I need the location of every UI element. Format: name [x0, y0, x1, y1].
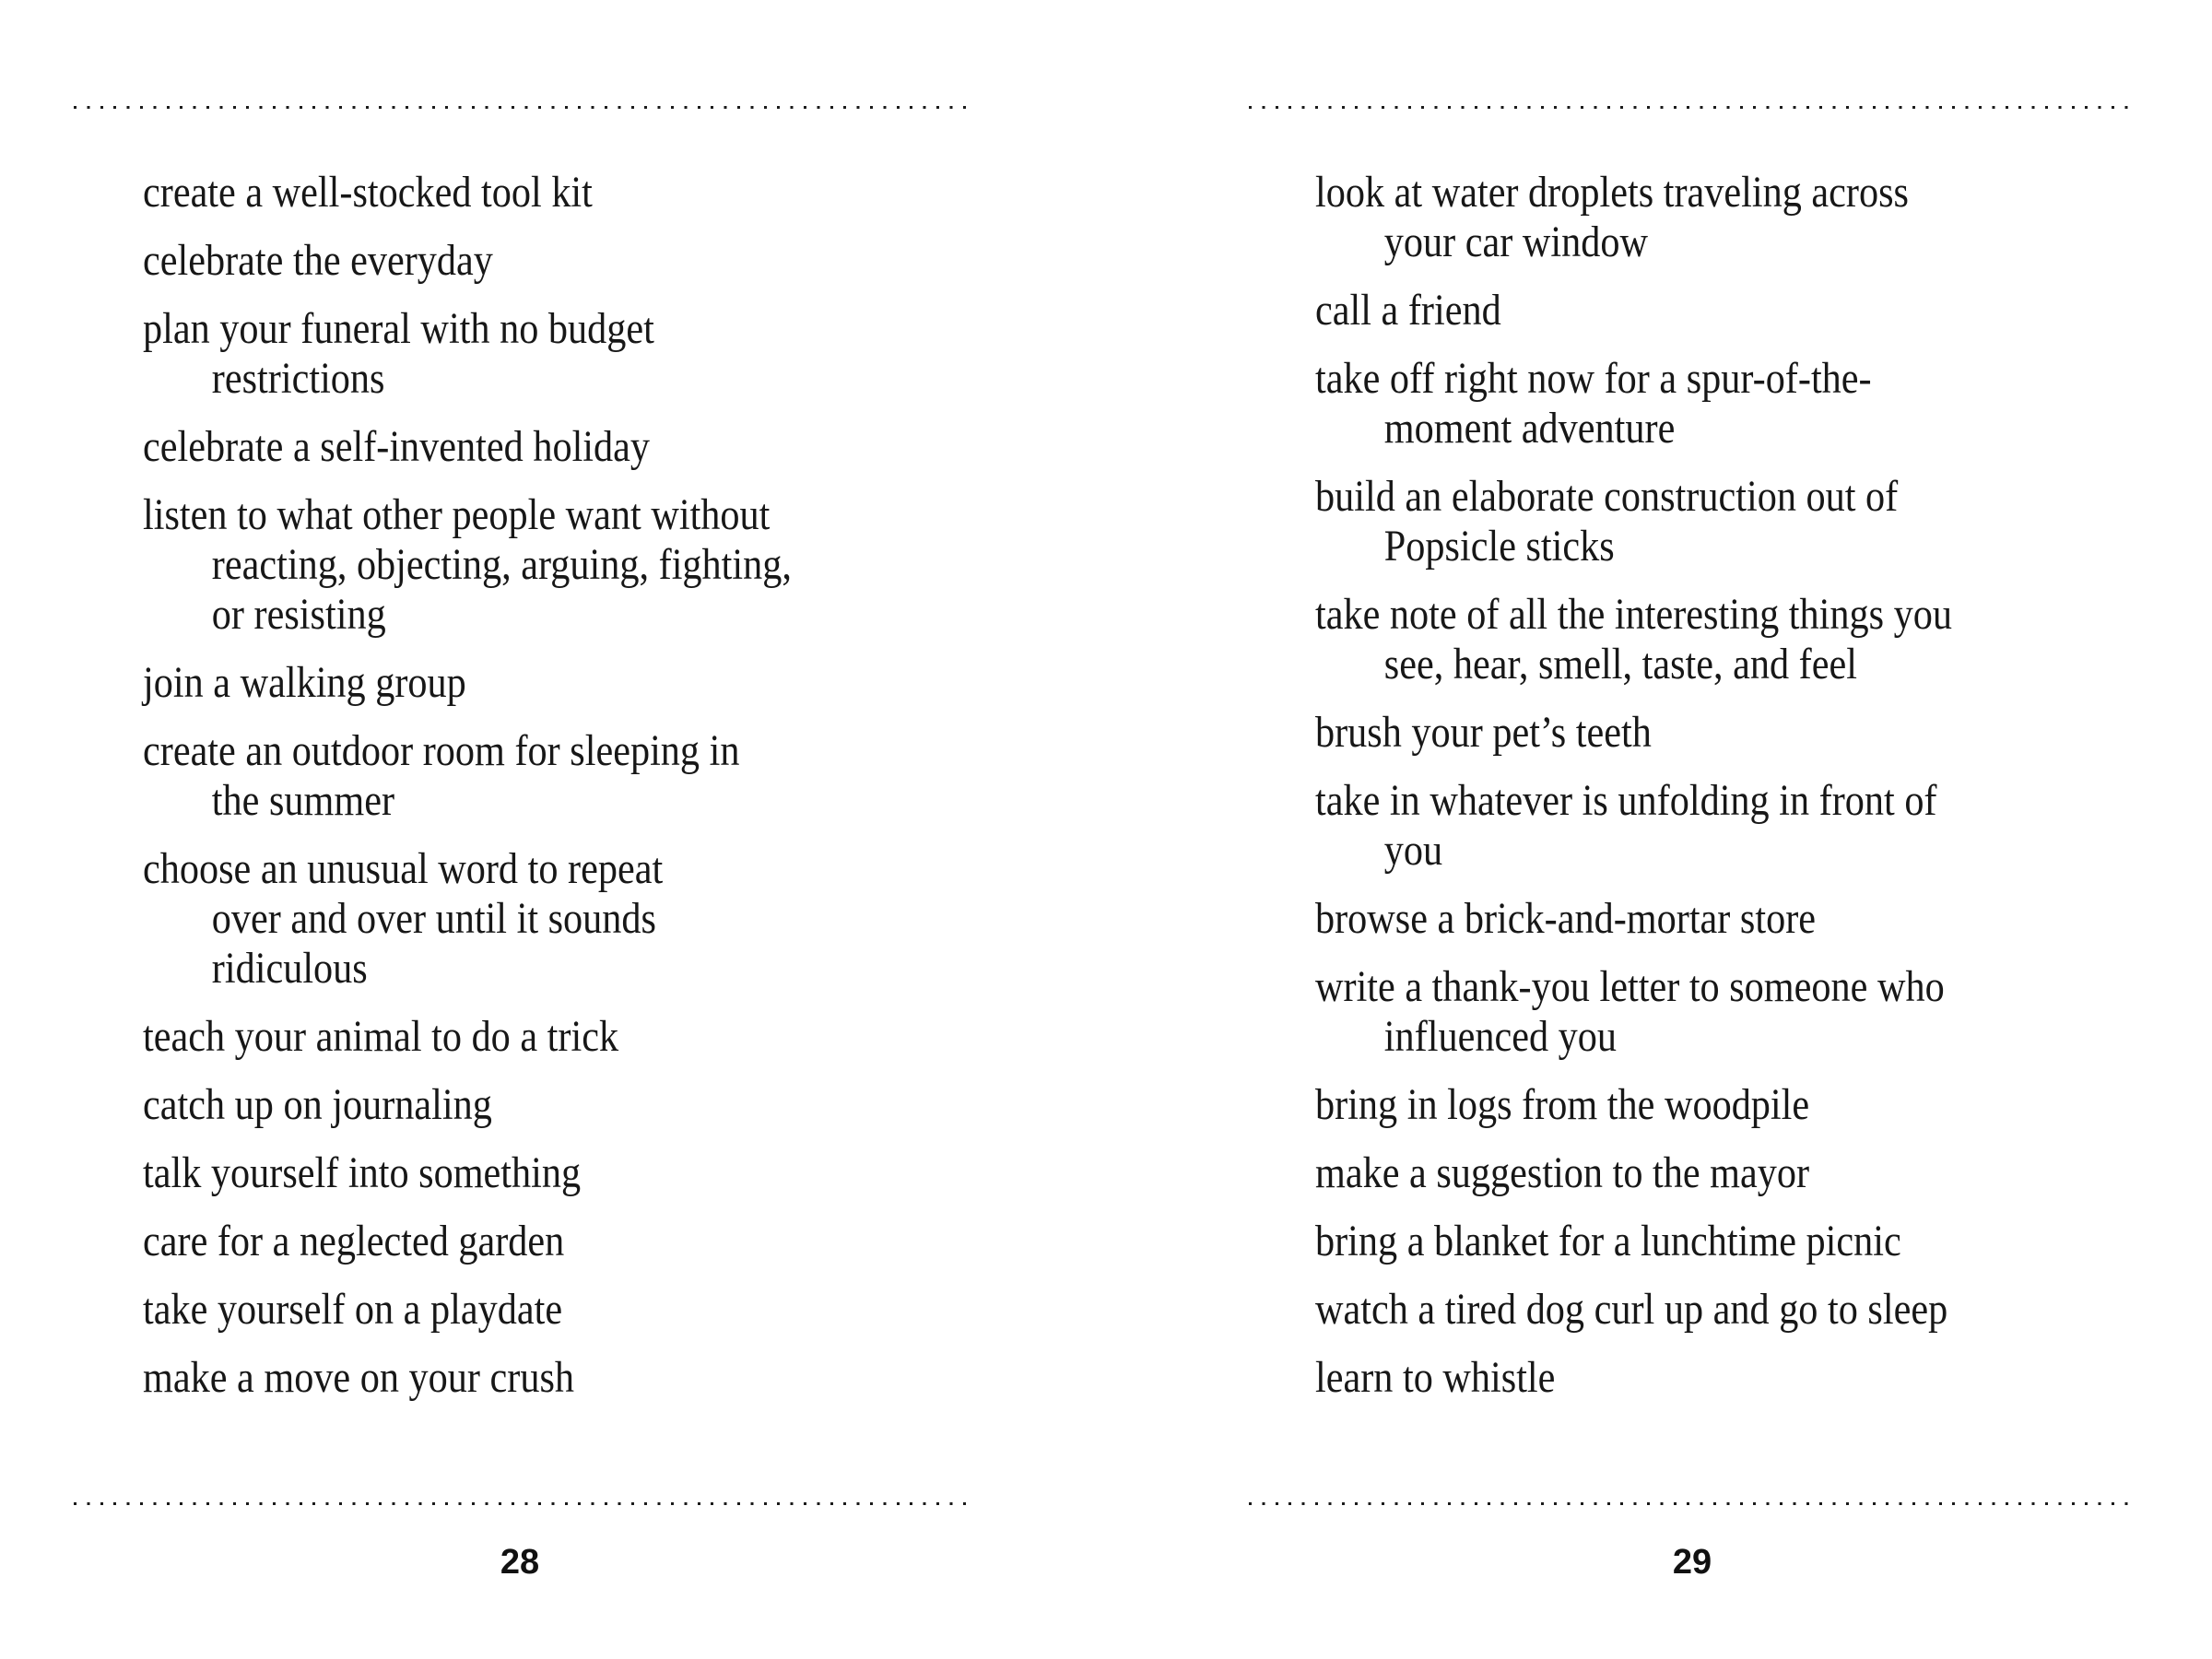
list-item: [1315, 354, 2212, 453]
item-line: teach your animal to do a trick: [143, 1012, 619, 1061]
item-line: look at water droplets traveling across: [1315, 168, 1909, 217]
item-line-continuation: influenced you: [1383, 1012, 1617, 1061]
item-line: talk yourself into something: [143, 1148, 582, 1197]
bottom-dotted-rule: [1249, 1502, 2136, 1505]
item-line: brush your pet’s teeth: [1315, 708, 1652, 757]
list-item: [143, 1217, 1046, 1266]
list-item: [1315, 286, 2212, 335]
list-item: [1315, 168, 2212, 267]
list-item: [1315, 894, 2212, 944]
item-line-continuation: over and over until it sounds: [211, 894, 656, 943]
item-line-continuation: you: [1383, 826, 1443, 875]
item-line: write a thank-you letter to someone who: [1315, 962, 1945, 1011]
list-item: [143, 658, 1046, 708]
list-item: [143, 304, 1046, 404]
activity-list-left: [143, 168, 1046, 1421]
item-line: make a suggestion to the mayor: [1315, 1148, 1810, 1197]
item-line: choose an unusual word to repeat: [143, 844, 664, 893]
item-line: join a walking group: [143, 658, 466, 707]
list-item: [1315, 590, 2212, 689]
item-line: learn to whistle: [1315, 1353, 1556, 1402]
page-number-right: 29: [1672, 1543, 1712, 1582]
item-line: take yourself on a playdate: [143, 1285, 563, 1334]
list-item: [143, 1353, 1046, 1403]
page-number-left: 28: [500, 1543, 540, 1582]
item-line: watch a tired dog curl up and go to sleep: [1315, 1285, 1948, 1334]
item-line: catch up on journaling: [143, 1080, 492, 1129]
list-item: [143, 1080, 1046, 1130]
item-line: build an elaborate construction out of: [1315, 472, 1899, 521]
list-item: [1315, 776, 2212, 876]
item-line-continuation: reacting, objecting, arguing, fighting,: [211, 540, 792, 589]
item-line: bring a blanket for a lunchtime picnic: [1315, 1217, 1901, 1265]
list-item: [1315, 472, 2212, 571]
list-item: [1315, 1285, 2212, 1335]
top-dotted-rule: [74, 106, 966, 109]
item-line-continuation: or resisting: [211, 590, 386, 639]
list-item: [143, 236, 1046, 286]
item-line: take in whatever is unfolding in front of: [1315, 776, 1937, 825]
item-line-continuation: moment adventure: [1383, 404, 1676, 453]
list-item: [143, 1148, 1046, 1198]
item-line: create an outdoor room for sleeping in: [143, 726, 740, 775]
item-line-continuation: your car window: [1383, 218, 1649, 266]
activity-list-right: [1315, 168, 2212, 1421]
item-line: listen to what other people want without: [143, 490, 771, 539]
list-item: [1315, 1148, 2212, 1198]
list-item: [143, 422, 1046, 472]
item-line: create a well-stocked tool kit: [143, 168, 593, 217]
list-item: [143, 168, 1046, 218]
bottom-dotted-rule: [74, 1502, 966, 1505]
page-right: [1106, 0, 2212, 1659]
item-line: plan your funeral with no budget: [143, 304, 654, 353]
list-item: [1315, 708, 2212, 758]
item-line: care for a neglected garden: [143, 1217, 565, 1265]
list-item: [143, 490, 1046, 640]
list-item: [143, 844, 1046, 994]
item-line: take off right now for a spur-of-the-: [1315, 354, 1872, 403]
item-line: take note of all the interesting things you: [1315, 590, 1952, 639]
item-line: celebrate the everyday: [143, 236, 493, 285]
list-item: [1315, 1353, 2212, 1403]
list-item: [143, 1012, 1046, 1062]
item-line-continuation: Popsicle sticks: [1383, 522, 1615, 571]
item-line: browse a brick-and-mortar store: [1315, 894, 1817, 943]
list-item: [143, 1285, 1046, 1335]
list-item: [1315, 1080, 2212, 1130]
top-dotted-rule: [1249, 106, 2136, 109]
item-line: make a move on your crush: [143, 1353, 575, 1402]
item-line-continuation: the summer: [211, 776, 395, 825]
list-item: [1315, 962, 2212, 1062]
item-line: bring in logs from the woodpile: [1315, 1080, 1810, 1129]
item-line: call a friend: [1315, 286, 1501, 335]
item-line: celebrate a self-invented holiday: [143, 422, 651, 471]
item-line-continuation: see, hear, smell, taste, and feel: [1383, 640, 1857, 688]
item-line-continuation: restrictions: [211, 354, 385, 403]
item-line-continuation: ridiculous: [211, 944, 368, 993]
list-item: [143, 726, 1046, 826]
list-item: [1315, 1217, 2212, 1266]
